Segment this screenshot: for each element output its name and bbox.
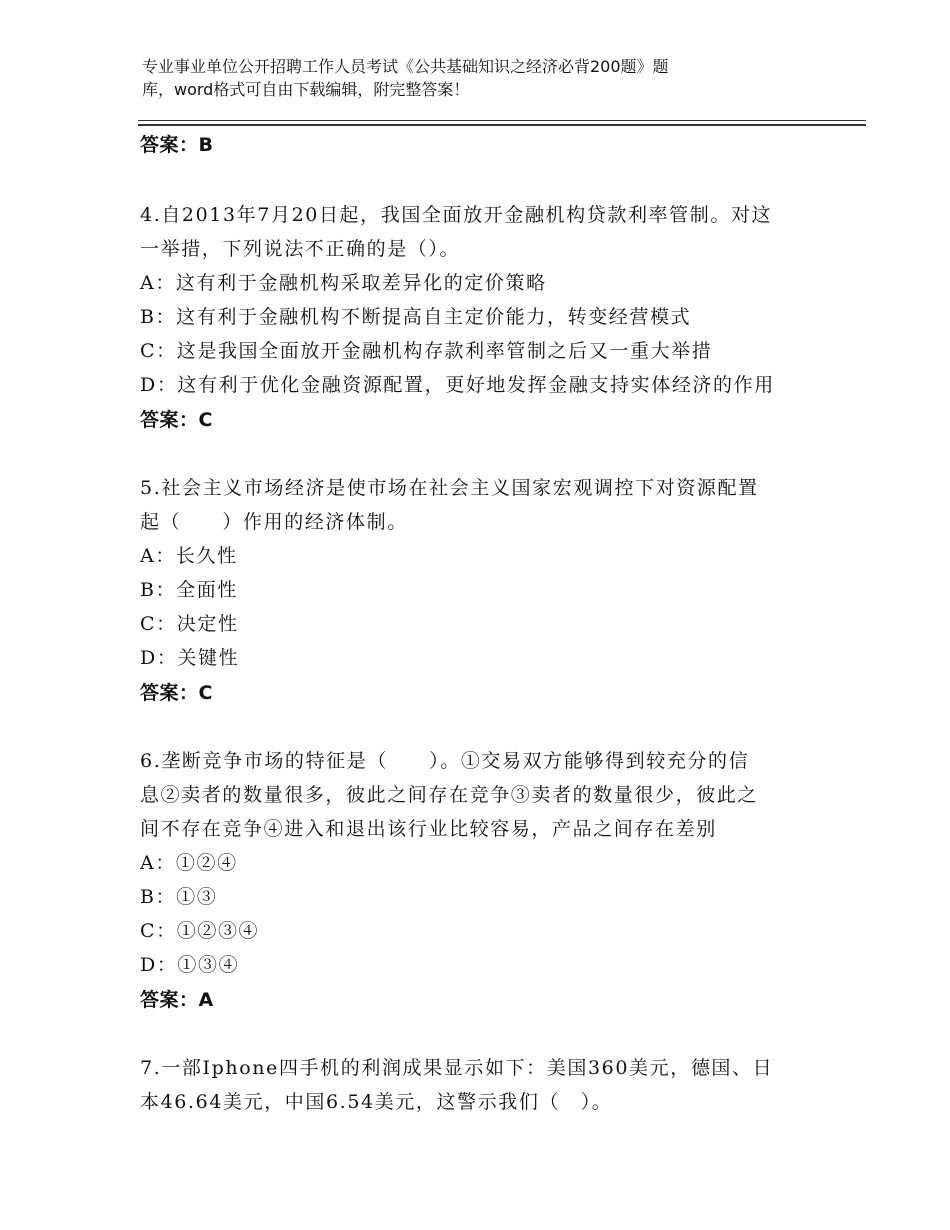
header-rule-thin [138,120,866,121]
previous-answer: 答案：B [140,134,214,156]
option-b: B：这有利于金融机构不断提高自主定价能力，转变经营模式 [140,306,692,328]
question-stem-line: 7.一部Iphone四手机的利润成果显示如下：美国360美元，德国、日 [140,1057,774,1079]
option-a: A：长久性 [140,545,238,567]
question-stem-line: 一举措，下列说法不正确的是（）。 [140,238,461,260]
option-a: A：这有利于金融机构采取差异化的定价策略 [140,272,547,294]
option-c: C：①②③④ [140,920,260,942]
option-a: A：①②④ [140,852,238,874]
document-header [142,55,782,101]
header-line-1: 专业事业单位公开招聘工作人员考试《公共基础知识之经济必背200题》题 [142,57,669,76]
option-d: D：关键性 [140,647,240,669]
answer: 答案：C [140,682,213,704]
question-stem-line: 起（ ）作用的经济体制。 [140,511,408,533]
question-stem-line: 4.自2013年7月20日起，我国全面放开金融机构贷款利率管制。对这 [140,204,773,226]
option-b: B：①③ [140,886,218,908]
question-stem-line: 息②卖者的数量很多，彼此之间存在竞争③卖者的数量很少，彼此之 [140,784,759,806]
option-d: D：①③④ [140,954,240,976]
header-line-2: 库，word格式可自由下载编辑，附完整答案！ [142,80,470,99]
option-c: C：决定性 [140,613,239,635]
question-stem-line: 6.垄断竞争市场的特征是（ ）。①交易双方能够得到较充分的信 [140,750,750,772]
option-c: C：这是我国全面放开金融机构存款利率管制之后又一重大举措 [140,340,713,362]
question-stem-line: 本46.64美元，中国6.54美元，这警示我们（ ）。 [140,1091,613,1113]
option-d: D：这有利于优化金融资源配置，更好地发挥金融支持实体经济的作用 [140,374,775,396]
answer: 答案：C [140,409,213,431]
option-b: B：全面性 [140,579,238,601]
question-stem-line: 5.社会主义市场经济是使市场在社会主义国家宏观调控下对资源配置 [140,477,759,499]
answer: 答案：A [140,989,214,1011]
header-rule-thick [138,124,866,126]
question-stem-line: 间不存在竞争④进入和退出该行业比较容易，产品之间存在差别 [140,818,717,840]
